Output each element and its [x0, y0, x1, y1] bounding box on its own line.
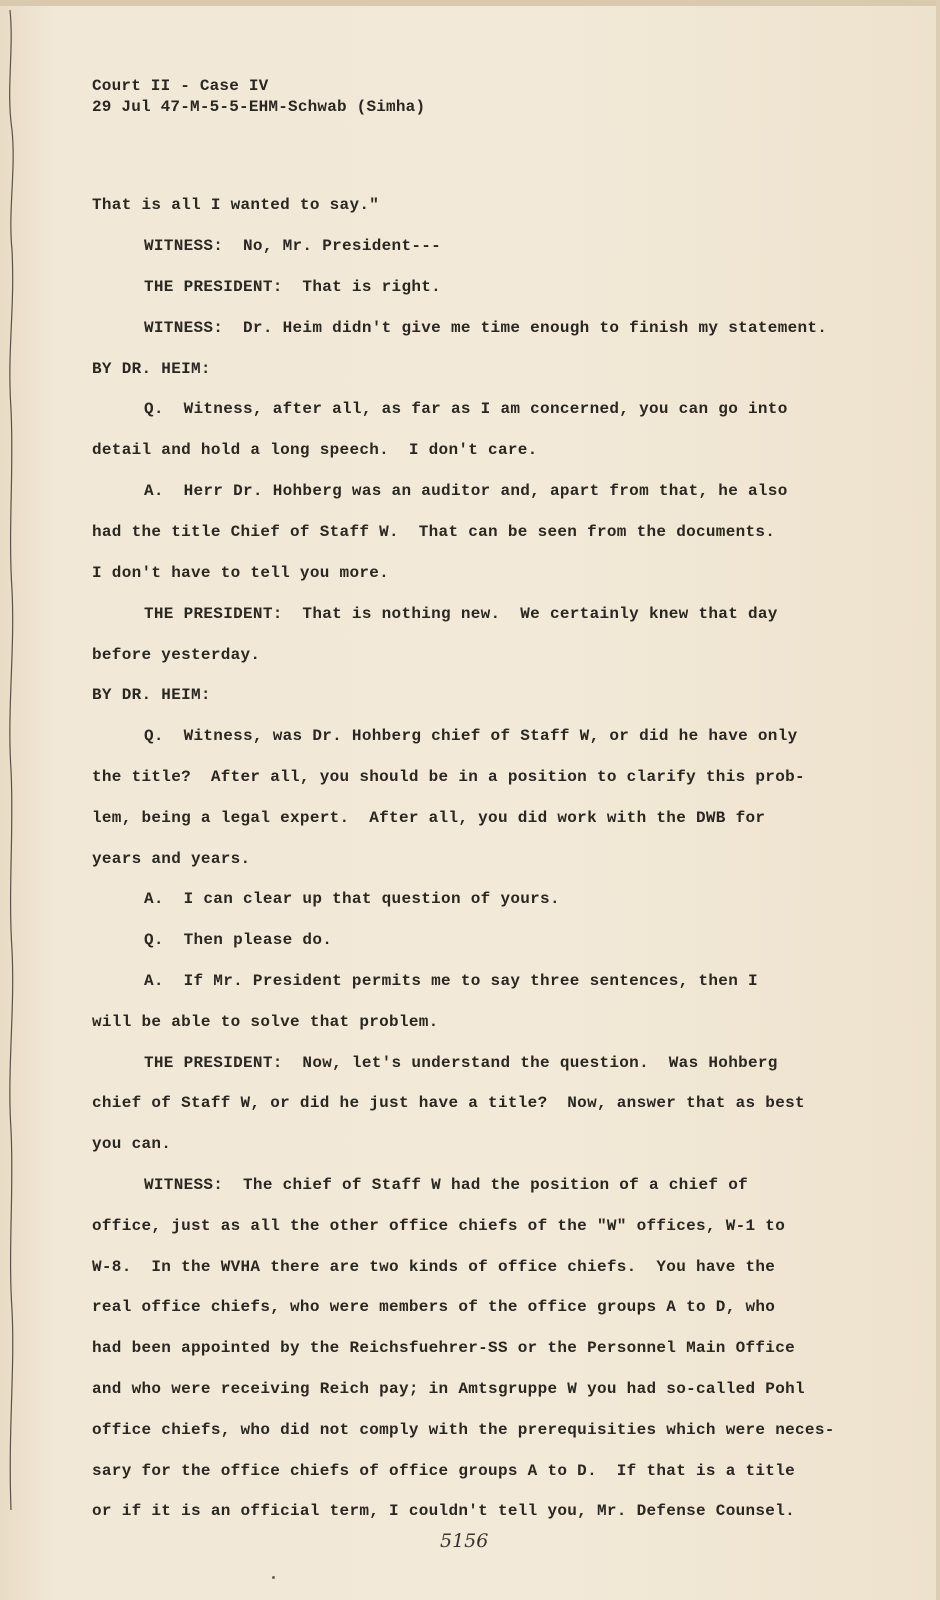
text-line: WITNESS: No, Mr. President--- [144, 237, 442, 255]
text-line: chief of Staff W, or did he just have a title? Now, answer that as best [92, 1094, 805, 1112]
text-line: office, just as all the other office chiefs of the "W" offices, W-1 to [92, 1217, 786, 1235]
text-line: lem, being a legal expert. After all, you did work with the DWB for [92, 809, 766, 827]
text-line: Q. Witness, was Dr. Hohberg chief of Staff W, or did he have only [144, 727, 798, 745]
text-line: THE PRESIDENT: Now, let's understand the question. Was Hohberg [144, 1054, 778, 1072]
text-line: or if it is an official term, I couldn't tell you, Mr. Defense Counsel. [92, 1502, 796, 1520]
text-line: years and years. [92, 850, 251, 868]
document-header [92, 76, 425, 118]
text-line: THE PRESIDENT: That is right. [144, 278, 442, 296]
text-line: sary for the office chiefs of office groups A to D. If that is a title [92, 1462, 796, 1480]
text-line: detail and hold a long speech. I don't care. [92, 441, 538, 459]
torn-binding-edge [0, 10, 22, 1510]
text-line: A. Herr Dr. Hohberg was an auditor and, apart from that, he also [144, 482, 788, 500]
text-line: WITNESS: The chief of Staff W had the position of a chief of [144, 1176, 748, 1194]
text-line: the title? After all, you should be in a position to clarify this prob- [92, 768, 805, 786]
text-line: office chiefs, who did not comply with the prerequisities which were neces- [92, 1421, 835, 1439]
text-line: you can. [92, 1135, 172, 1153]
paper-right-edge [936, 0, 940, 1600]
text-line: That is all I wanted to say." [92, 196, 380, 214]
text-line: had the title Chief of Staff W. That can be seen from the documents. [92, 523, 776, 541]
text-line: A. I can clear up that question of yours. [144, 890, 560, 908]
text-line: THE PRESIDENT: That is nothing new. We certainly knew that day [144, 605, 778, 623]
text-line: and who were receiving Reich pay; in Amtsgruppe W you had so-called Pohl [92, 1380, 805, 1398]
text-line: will be able to solve that problem. [92, 1013, 439, 1031]
text-line: before yesterday. [92, 646, 261, 664]
text-line: W-8. In the WVHA there are two kinds of office chiefs. You have the [92, 1258, 776, 1276]
text-line: WITNESS: Dr. Heim didn't give me time enough to finish my statement. [144, 319, 828, 337]
text-line: real office chiefs, who were members of the office groups A to D, who [92, 1298, 776, 1316]
text-line: A. If Mr. President permits me to say three sentences, then I [144, 972, 758, 990]
text-line: BY DR. HEIM: [92, 360, 211, 378]
text-line: had been appointed by the Reichsfuehrer-SS or the Personnel Main Office [92, 1339, 796, 1357]
text-line: Q. Witness, after all, as far as I am concerned, you can go into [144, 400, 788, 418]
text-line: Q. Then please do. [144, 931, 333, 949]
header-court-case: Court II - Case IV [92, 77, 269, 95]
ink-speck [272, 1576, 275, 1579]
paper-top-edge [0, 0, 940, 6]
header-date-reference: 29 Jul 47-M-5-5-EHM-Schwab (Simha) [92, 98, 426, 116]
text-line: BY DR. HEIM: [92, 686, 211, 704]
page-number: 5156 [440, 1530, 489, 1552]
text-line: I don't have to tell you more. [92, 564, 390, 582]
